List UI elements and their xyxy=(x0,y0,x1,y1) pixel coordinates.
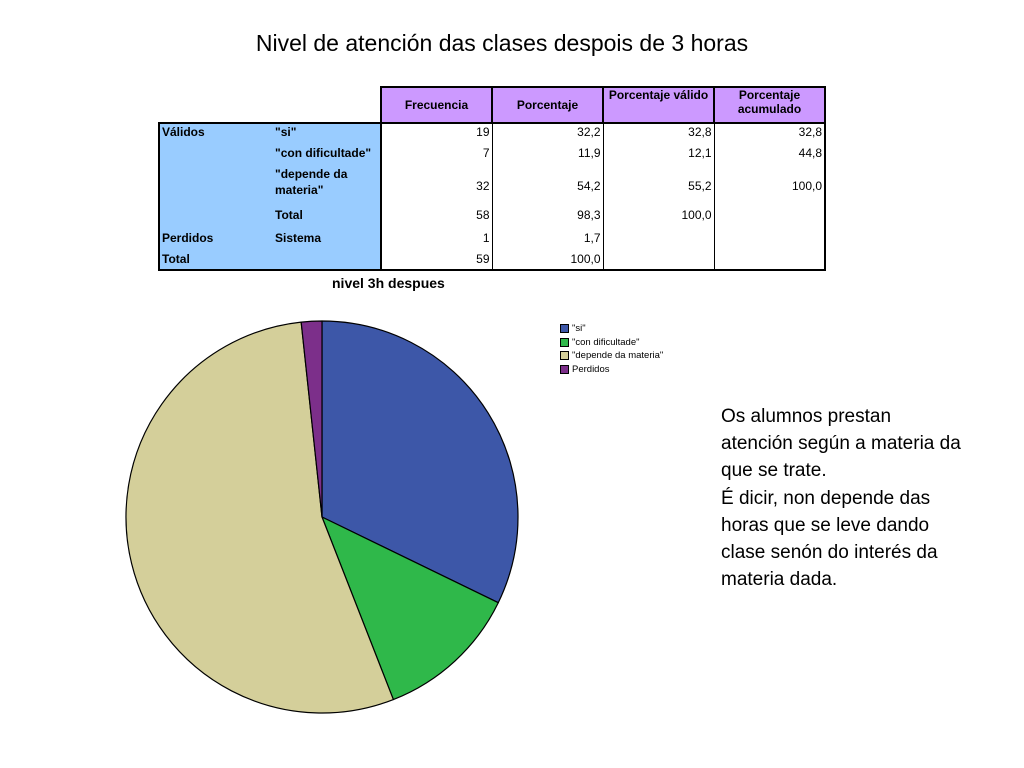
table-row xyxy=(159,166,825,207)
table-header-row xyxy=(159,87,825,123)
cell-porcentaje-valido xyxy=(603,248,714,270)
cell-frecuencia: 58 xyxy=(381,207,492,228)
cell-porcentaje: 54,2 xyxy=(492,166,603,207)
cell-porcentaje: 98,3 xyxy=(492,207,603,228)
legend-swatch-con-dificultade xyxy=(560,338,569,347)
row-group-label xyxy=(159,145,271,166)
table-row xyxy=(159,123,825,145)
cell-porcentaje-valido: 12,1 xyxy=(603,145,714,166)
conclusion-note xyxy=(721,403,961,593)
note-paragraph: É dicir, non depende das horas que se leve dando clase senón do interés da materia dada. xyxy=(721,487,938,591)
legend-item xyxy=(560,336,663,350)
slide-title: Nivel de atención das clases despois de 3 horas xyxy=(255,30,749,56)
pie-chart xyxy=(110,305,540,735)
cell-frecuencia: 32 xyxy=(381,166,492,207)
row-label: "depende da materia" xyxy=(271,166,381,207)
cell-frecuencia: 59 xyxy=(381,248,492,270)
note-paragraph: Os alumnos prestan atención según a materia da que se trate. xyxy=(721,406,961,482)
row-label xyxy=(271,248,381,270)
table-row xyxy=(159,248,825,270)
row-group-label: Válidos xyxy=(159,123,271,145)
row-group-label: Total xyxy=(159,248,271,270)
col-header-porcentaje: Porcentaje xyxy=(492,87,603,123)
cell-porcentaje-valido: 32,8 xyxy=(603,123,714,145)
col-header-porcentaje-valido: Porcentaje válido xyxy=(603,87,714,123)
row-group-label: Perdidos xyxy=(159,227,271,248)
cell-porcentaje-valido: 100,0 xyxy=(603,207,714,228)
row-group-label xyxy=(159,166,271,207)
legend-swatch-si xyxy=(560,324,569,333)
table-row xyxy=(159,145,825,166)
cell-frecuencia: 7 xyxy=(381,145,492,166)
chart-title: nivel 3h despues xyxy=(332,275,445,291)
legend-label: Perdidos xyxy=(572,363,610,375)
legend-swatch-perdidos xyxy=(560,365,569,374)
cell-porcentaje-acumulado: 44,8 xyxy=(714,145,825,166)
chart-legend xyxy=(560,322,663,376)
table-row xyxy=(159,227,825,248)
cell-porcentaje-acumulado xyxy=(714,248,825,270)
cell-frecuencia: 19 xyxy=(381,123,492,145)
legend-item xyxy=(560,322,663,336)
legend-label: "depende da materia" xyxy=(572,350,664,362)
legend-label: "con dificultade" xyxy=(572,336,640,348)
legend-item xyxy=(560,363,663,377)
legend-label: "si" xyxy=(572,323,586,335)
cell-porcentaje: 32,2 xyxy=(492,123,603,145)
cell-porcentaje: 11,9 xyxy=(492,145,603,166)
frequency-table xyxy=(158,86,826,271)
header-blank-cell xyxy=(271,87,381,123)
col-header-porcentaje-acumulado: Porcentaje acumulado xyxy=(714,87,825,123)
row-group-label xyxy=(159,207,271,228)
cell-porcentaje: 100,0 xyxy=(492,248,603,270)
row-label: "si" xyxy=(271,123,381,145)
cell-porcentaje: 1,7 xyxy=(492,227,603,248)
cell-porcentaje-acumulado: 32,8 xyxy=(714,123,825,145)
legend-item xyxy=(560,349,663,363)
table-row xyxy=(159,207,825,228)
cell-porcentaje-valido: 55,2 xyxy=(603,166,714,207)
header-blank-cell xyxy=(159,87,271,123)
cell-porcentaje-acumulado: 100,0 xyxy=(714,166,825,207)
col-header-frecuencia: Frecuencia xyxy=(381,87,492,123)
cell-frecuencia: 1 xyxy=(381,227,492,248)
row-label: Total xyxy=(271,207,381,228)
row-label: Sistema xyxy=(271,227,381,248)
legend-swatch-depende-da-materia xyxy=(560,351,569,360)
row-label: "con dificultade" xyxy=(271,145,381,166)
cell-porcentaje-acumulado xyxy=(714,207,825,228)
cell-porcentaje-acumulado xyxy=(714,227,825,248)
cell-porcentaje-valido xyxy=(603,227,714,248)
